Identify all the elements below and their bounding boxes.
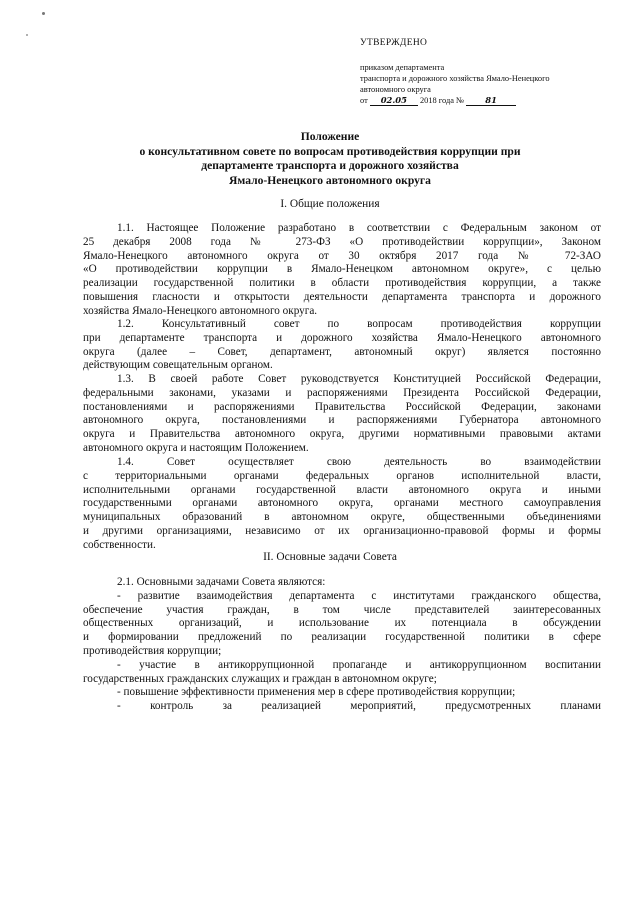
- section-heading-tasks: II. Основные задачи Совета: [263, 551, 397, 563]
- paragraph-line: 1.3. В своей работе Совет руководствуется Конституцией Российской Федерации,: [117, 373, 601, 385]
- paragraph-line: и формировании предложений по реализации государственной политики в сфере: [83, 631, 601, 644]
- paragraph-line: муниципальных образований в автономном округе, общественными объединениями: [83, 511, 601, 524]
- paragraph-line: государственными органами автономного округа, органами местного самоуправления: [83, 497, 601, 510]
- paragraph-line: 1.1. Настоящее Положение разработано в соответствии с Федеральным законом от: [117, 222, 601, 234]
- paragraph-line: автономного округа и настоящим Положением.: [83, 441, 309, 454]
- paragraph-line: исполнительными органами государственной власти автономного округа и иными: [83, 483, 601, 496]
- approval-department-line: транспорта и дорожного хозяйства Ямало-Ненецкого: [360, 74, 550, 83]
- paragraph-line: постановлениями и распоряжениями Правительства Российской Федерации, законами: [83, 400, 601, 413]
- paragraph-line: федеральными законами, указами и распоряжениями Президента Российской Федерации,: [83, 386, 601, 399]
- paragraph-line: собственности.: [83, 538, 156, 551]
- paragraph-line: и другими организациями, независимо от их организационно-правовой формы и формы: [83, 524, 601, 537]
- paragraph-line: 2.1. Основными задачами Совета являются:: [117, 576, 326, 588]
- paragraph-1-3: [83, 373, 601, 456]
- paragraph-line: автономного округа, постановлениями и распоряжениями Губернатора автономного: [83, 414, 601, 427]
- paragraph-line: реализации государственной политики в области противодействия коррупции, а также: [83, 277, 601, 290]
- paragraph-line: государственных гражданских служащих и граждан в автономном округе;: [83, 672, 437, 685]
- paragraph-line: 1.4. Совет осуществляет свою деятельность во взаимодействии: [117, 456, 601, 468]
- paragraph-line: 1.2. Консультативный совет по вопросам противодействия коррупции: [117, 318, 601, 330]
- paragraph-line: 25 декабря 2008 года № 273-ФЗ «О противодействии коррупции», Законом: [83, 235, 601, 248]
- paragraph-line: - участие в антикоррупционной пропаганде и антикоррупционном воспитании: [117, 658, 601, 671]
- paragraph-line: округа (далее – Совет, департамент, автономный округ) является постоянно: [83, 345, 601, 358]
- paragraph-line: - развитие взаимодействия департамента с институтами гражданского общества,: [117, 589, 601, 602]
- section-heading-general: I. Общие положения: [280, 198, 380, 210]
- paragraph-line: противодействия коррупции;: [83, 644, 222, 657]
- paragraph-line: с территориальными органами федеральных органов исполнительной власти,: [83, 469, 601, 482]
- approval-region-line: автономного округа: [360, 85, 431, 94]
- paragraph-line: Ямало-Ненецкого автономного округа от 30 октября 2017 года № 72-ЗАО: [83, 249, 601, 262]
- approval-heading: УТВЕРЖДЕНО: [360, 38, 428, 48]
- paragraph-line: округа и Правительства автономного округа, другими нормативными правовыми актами: [83, 428, 601, 441]
- title-line: о консультативном совете по вопросам противодействия коррупции при: [139, 144, 521, 158]
- paragraph-1-2: [83, 318, 601, 373]
- paragraph-line: «О противодействии коррупции в Ямало-Ненецком автономном округе», с целью: [83, 263, 601, 276]
- title-line: Ямало-Ненецкого автономного округа: [229, 173, 431, 187]
- paragraph-line: общественных организаций, и использование их потенциала в обсуждении: [83, 617, 601, 630]
- paragraph-line: обеспечение участия граждан, в том числе представителей заинтересованных: [83, 603, 601, 616]
- paragraph-1-1: [83, 222, 601, 319]
- approval-stamp-block: [360, 38, 620, 106]
- paragraph-2-1: [83, 576, 601, 714]
- approval-from-prefix: от: [360, 96, 368, 105]
- scan-speck: [26, 34, 28, 36]
- scan-speck: [42, 12, 45, 15]
- approval-date-handwritten: 02.05: [370, 95, 418, 106]
- approval-year-text: 2018 года №: [419, 96, 465, 105]
- approval-order-line: приказом департамента: [360, 63, 445, 72]
- paragraph-line: - контроль за реализацией мероприятий, предусмотренных планами: [117, 700, 601, 713]
- approval-number-handwritten: 81: [466, 95, 516, 106]
- paragraph-line: повышения гласности и открытости деятельности департамента транспорта и дорожного: [83, 290, 601, 303]
- paragraph-1-4: [83, 456, 601, 553]
- title-line: департаменте транспорта и дорожного хозяйства: [201, 159, 459, 173]
- title-line: Положение: [300, 130, 360, 143]
- paragraph-line: действующим совещательным органом.: [83, 359, 273, 372]
- paragraph-line: хозяйства Ямало-Ненецкого автономного округа.: [83, 304, 318, 317]
- approval-date-line: [360, 95, 620, 106]
- document-title: [60, 130, 600, 188]
- paragraph-line: - повышение эффективности применения мер в сфере противодействия коррупции;: [117, 686, 516, 699]
- paragraph-line: при департаменте транспорта и дорожного хозяйства Ямало-Ненецкого автономного: [83, 331, 601, 344]
